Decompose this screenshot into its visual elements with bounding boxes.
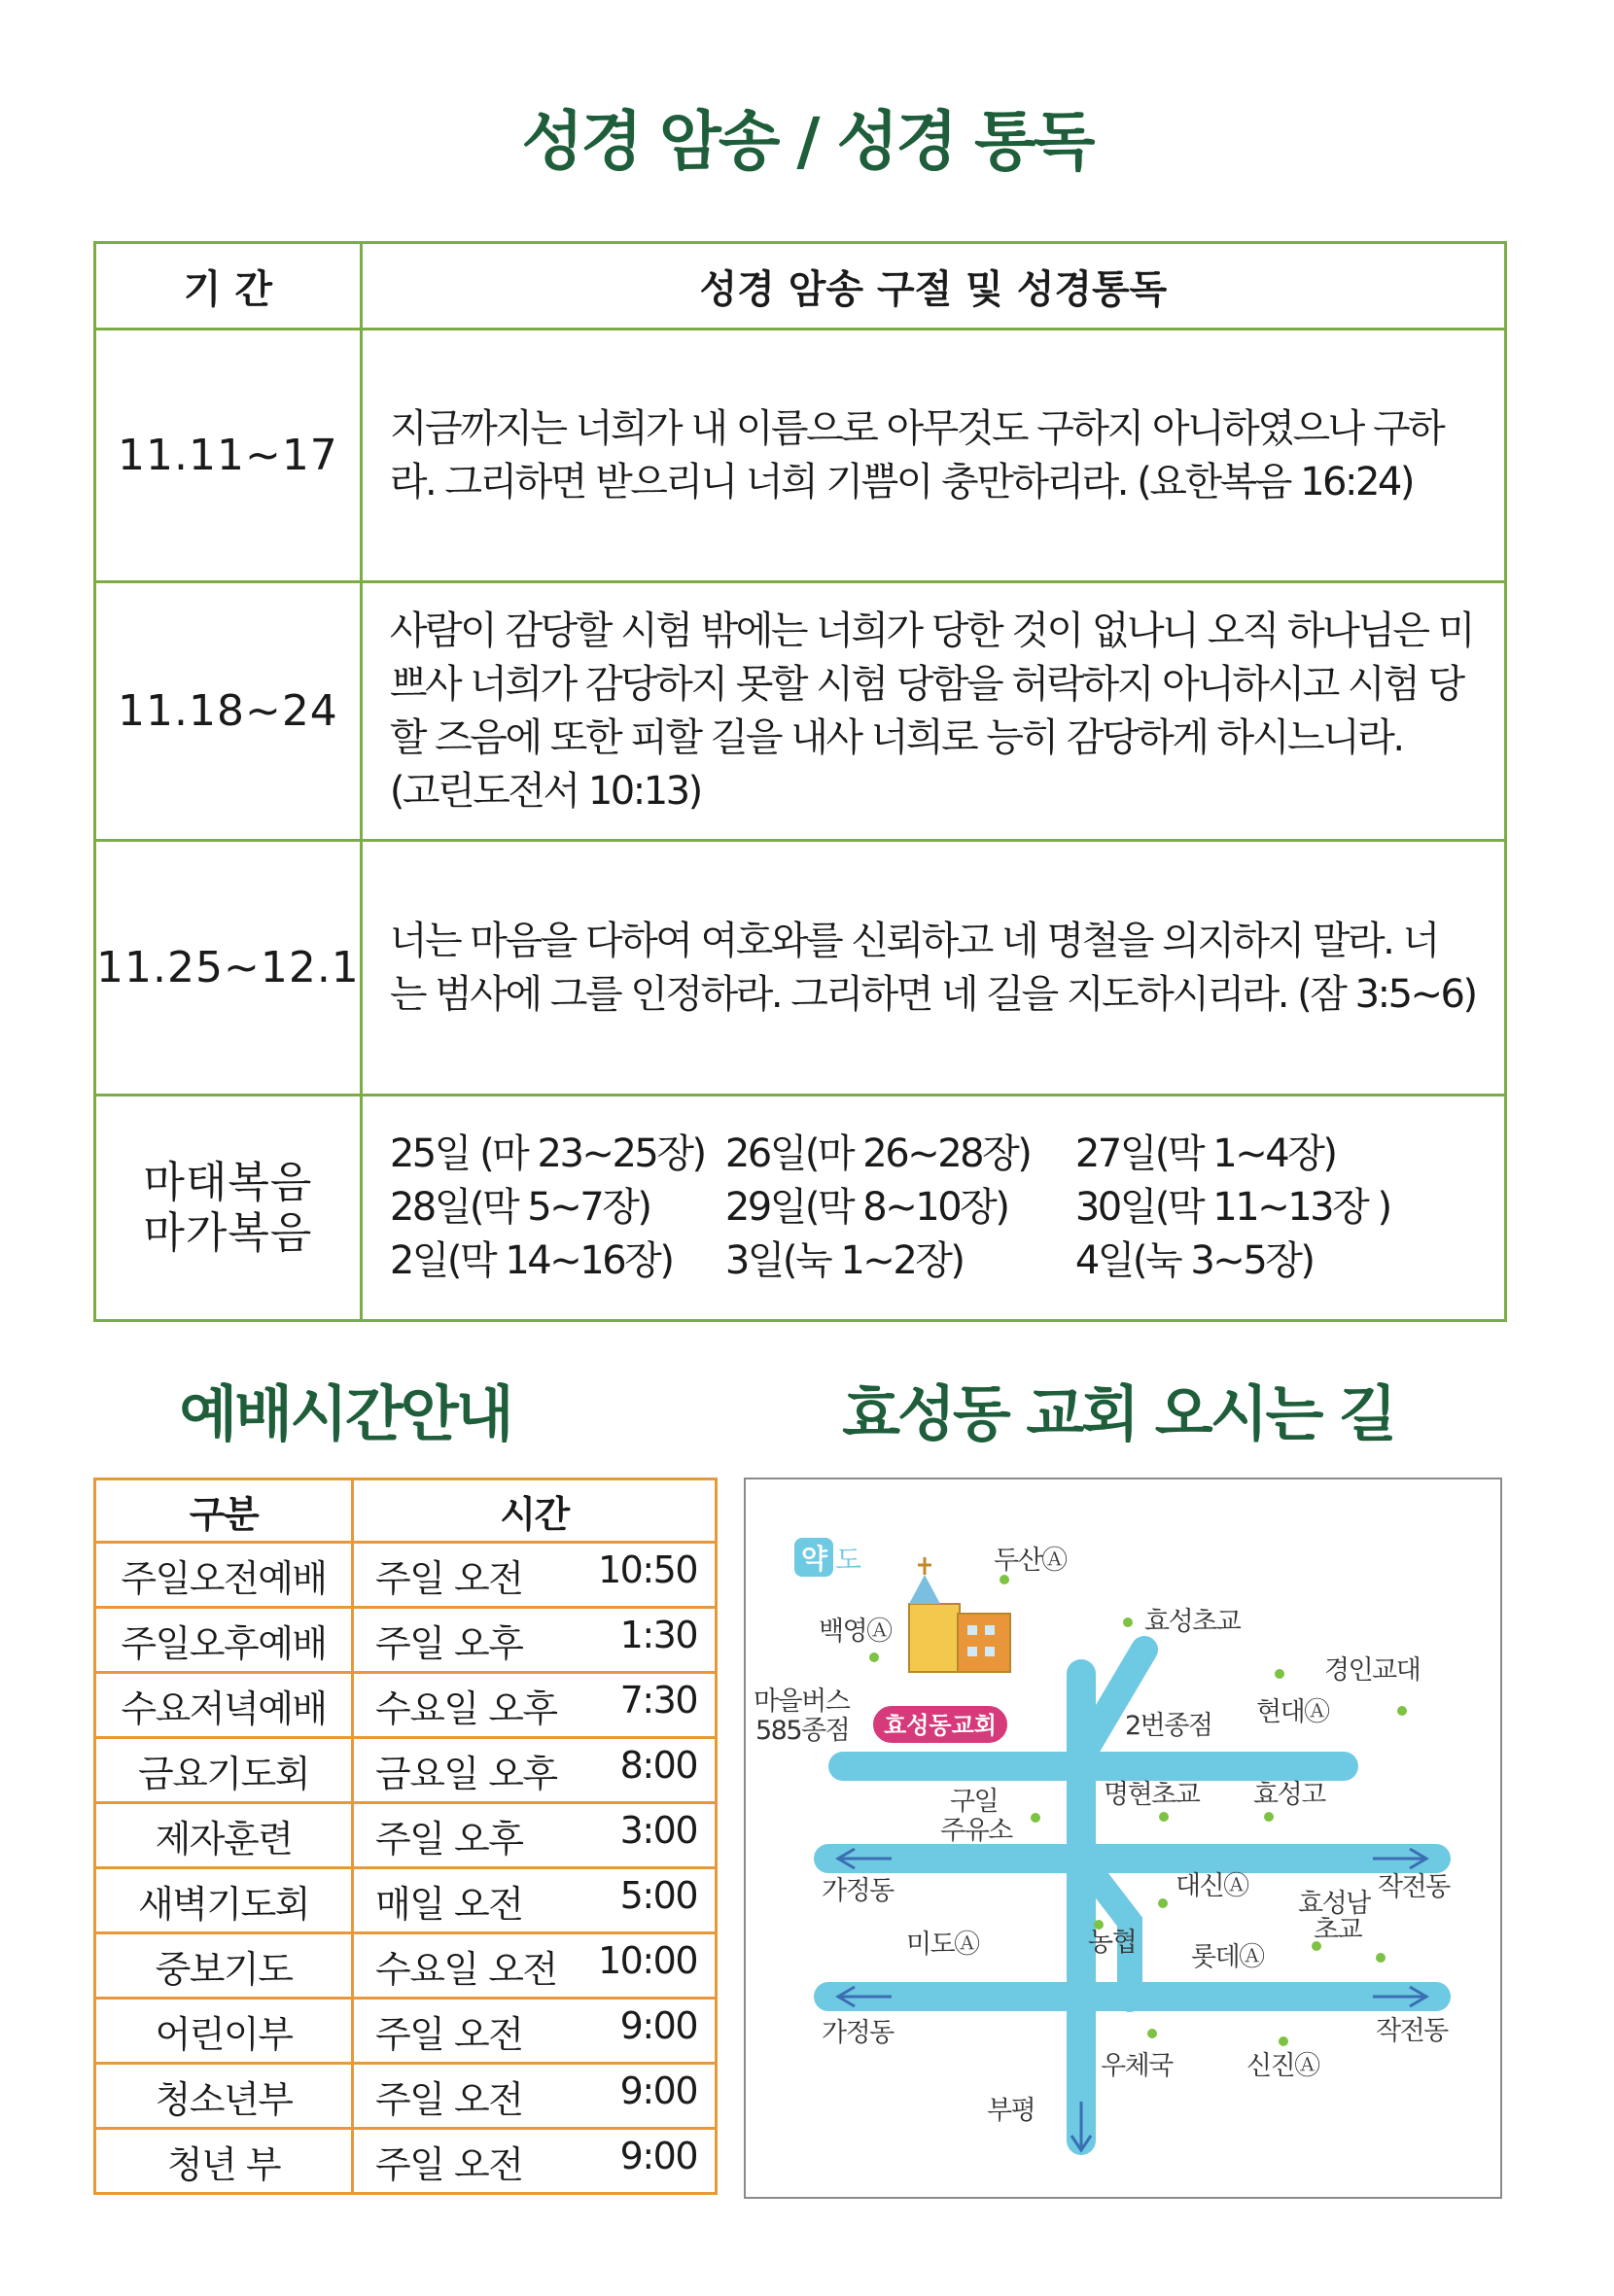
service-time-wrap <box>354 1614 715 1667</box>
map-dot <box>1376 1953 1386 1963</box>
reading-day: 4일(눅 3~5장) <box>1074 1238 1314 1283</box>
logo-char: 약 <box>801 1543 828 1575</box>
service-time: 1:30 <box>619 1613 697 1656</box>
reading-plan-line <box>390 1181 1477 1235</box>
service-time: 10:00 <box>597 1938 697 1982</box>
service-time: 3:00 <box>619 1808 697 1852</box>
reading-day: 28일(막 5~7장) <box>389 1185 650 1230</box>
service-time-wrap <box>354 1939 715 1993</box>
directions-title: 효성동 교회 오시는 길 <box>842 1378 1394 1449</box>
verse-line: 라. 그리하면 받으리니 너희 기쁨이 충만하리라. (요한복음 16:24) <box>389 459 1413 504</box>
verse-cell <box>361 330 1505 582</box>
map-dot <box>1275 1669 1284 1679</box>
reading-day: 29일(막 8~10장) <box>724 1185 1008 1230</box>
page-title: 성경 암송 / 성경 통독 <box>521 104 1093 179</box>
service-time-wrap <box>354 2004 715 2058</box>
service-day: 주일 오후 <box>375 1817 523 1861</box>
book-name: 마가복음 <box>143 1207 313 1258</box>
map-dot <box>1264 1812 1274 1822</box>
reading-day: 27일(막 1~4장) <box>1074 1131 1336 1176</box>
verse-cell <box>361 582 1505 841</box>
service-day: 주일 오전 <box>375 2077 523 2121</box>
service-time-cell <box>353 1868 717 1933</box>
label-hyoseongnam-school: 초교 <box>1314 1915 1362 1945</box>
service-name: 청년 부 <box>95 2129 353 2194</box>
table-row <box>95 2129 717 2194</box>
table-row <box>95 1738 717 1803</box>
label-doosan: 두산Ⓐ <box>994 1546 1067 1576</box>
service-time-cell <box>353 1673 717 1738</box>
church-badge-label: 효성동교회 <box>884 1712 997 1739</box>
table-row <box>95 330 1506 582</box>
verse-line: 사람이 감당할 시험 밖에는 너희가 당한 것이 없나니 오직 하나님은 미 <box>389 608 1473 653</box>
pharmacy-logo <box>794 1538 861 1577</box>
label-hyundai: 현대Ⓐ <box>1256 1697 1329 1727</box>
verse-line: 쁘사 너희가 감당하지 못할 시험 당함을 허락하지 아니하시고 시험 당 <box>389 661 1463 707</box>
period-cell: 11.18~24 <box>95 582 362 841</box>
service-day: 수요일 오전 <box>375 1947 557 1991</box>
label-bupyeong: 부평 <box>987 2096 1035 2126</box>
map-dot <box>1159 1812 1169 1822</box>
directions-map <box>744 1478 1502 2199</box>
label-daesin: 대신Ⓐ <box>1175 1871 1248 1901</box>
service-time-wrap <box>354 2135 715 2188</box>
table-row <box>95 1999 717 2064</box>
period-cell <box>95 1096 362 1321</box>
table-row <box>95 1608 717 1673</box>
verse-table-header <box>95 243 1506 330</box>
service-name: 제자훈련 <box>95 1803 353 1868</box>
map-dot <box>1279 2036 1288 2046</box>
category-header: 구분 <box>95 1479 353 1543</box>
service-day: 매일 오전 <box>375 1882 523 1926</box>
label-gajeong-lower: 가정동 <box>822 2018 894 2048</box>
service-name: 주일오후예배 <box>95 1608 353 1673</box>
verse-line: 할 즈음에 또한 피할 길을 내사 너희로 능히 감당하게 하시느니라. <box>389 714 1403 760</box>
verse-line: (고린도전서 10:13) <box>389 768 701 814</box>
label-myeonghyeon: 명현초교 <box>1104 1780 1200 1810</box>
table-row <box>95 1543 717 1608</box>
verse-line: 너는 마음을 다하여 여호와를 신뢰하고 네 명철을 의지하지 말라. 너 <box>389 918 1438 963</box>
period-header: 기 간 <box>95 243 362 330</box>
table-row <box>95 1868 717 1933</box>
worship-table-header <box>95 1479 717 1543</box>
service-time-cell <box>353 1608 717 1673</box>
service-name: 금요기도회 <box>95 1738 353 1803</box>
service-time: 10:50 <box>597 1548 697 1591</box>
church-badge <box>872 1705 1008 1744</box>
label-gas-station: 구일 <box>950 1787 999 1817</box>
service-time: 7:30 <box>619 1678 697 1722</box>
content-header: 성경 암송 구절 및 성경통독 <box>361 243 1505 330</box>
service-time-wrap <box>354 1744 715 1797</box>
reading-plan-line <box>390 1128 1477 1181</box>
table-row <box>95 1096 1506 1321</box>
service-time-wrap <box>354 1874 715 1928</box>
map-dot <box>1397 1706 1407 1716</box>
period-cell: 11.11~17 <box>95 330 362 582</box>
label-sinjin: 신진Ⓐ <box>1246 2051 1319 2081</box>
reading-day: 26일(마 26~28장) <box>724 1131 1031 1176</box>
verse-line: 지금까지는 너희가 내 이름으로 아무것도 구하지 아니하였으나 구하 <box>389 405 1444 451</box>
verse-line: 는 범사에 그를 인정하라. 그리하면 네 길을 지도하시리라. (잠 3:5~6) <box>389 971 1476 1017</box>
label-village-bus-terminal: 585종점 <box>755 1716 850 1746</box>
service-time: 5:00 <box>619 1873 697 1917</box>
service-name: 새벽기도회 <box>95 1868 353 1933</box>
service-name: 중보기도 <box>95 1933 353 1999</box>
table-row <box>95 582 1506 841</box>
time-header: 시간 <box>353 1479 717 1543</box>
worship-title: 예배시간안내 <box>179 1378 511 1449</box>
service-day: 주일 오후 <box>375 1621 523 1665</box>
table-row <box>95 1803 717 1868</box>
verse-table <box>93 241 1507 1322</box>
service-time: 8:00 <box>619 1743 697 1787</box>
label-jakjeon-upper: 작전동 <box>1378 1872 1450 1902</box>
service-time-cell <box>353 1933 717 1999</box>
reading-day: 2일(막 14~16장) <box>389 1238 673 1283</box>
service-time-cell <box>353 1738 717 1803</box>
label-baekyoung: 백영Ⓐ <box>819 1617 892 1647</box>
service-time: 9:00 <box>619 2134 697 2177</box>
reading-day: 3일(눅 1~2장) <box>724 1238 964 1283</box>
service-time-cell <box>353 1543 717 1608</box>
reading-plan-cell <box>361 1096 1505 1321</box>
period-cell: 11.25~12.1 <box>95 841 362 1096</box>
verse-cell <box>361 841 1505 1096</box>
book-name: 마태복음 <box>143 1157 313 1207</box>
table-row <box>95 2064 717 2129</box>
service-name: 수요저녁예배 <box>95 1673 353 1738</box>
label-gas-station-2: 주유소 <box>940 1816 1012 1846</box>
service-day: 주일 오전 <box>375 1556 523 1600</box>
label-hyoseong-high: 효성고 <box>1253 1780 1325 1810</box>
service-time-cell <box>353 2129 717 2194</box>
label-hyoseongnam: 효성남 <box>1298 1889 1370 1919</box>
map-dot <box>1147 2029 1157 2038</box>
service-time: 9:00 <box>619 2069 697 2112</box>
map-labels <box>754 1546 1451 2126</box>
label-bus2-terminal: 2번종점 <box>1125 1711 1212 1741</box>
worship-table <box>93 1478 718 2195</box>
label-village-bus: 마을버스 <box>754 1687 850 1717</box>
reading-plan-line <box>390 1235 1477 1288</box>
label-jakjeon-lower: 작전동 <box>1376 2016 1448 2046</box>
service-time-wrap <box>354 1679 715 1732</box>
service-day: 금요일 오후 <box>375 1752 557 1795</box>
service-name: 어린이부 <box>95 1999 353 2064</box>
map-dot <box>1031 1813 1040 1823</box>
map-dot <box>1158 1898 1168 1908</box>
service-day: 주일 오전 <box>375 2012 523 2056</box>
service-day: 수요일 오후 <box>375 1687 557 1730</box>
label-hyoseong-elementary: 효성초교 <box>1144 1607 1241 1637</box>
label-gajeong-upper: 가정동 <box>822 1876 894 1906</box>
service-day: 주일 오전 <box>375 2142 523 2186</box>
map-dot <box>869 1652 879 1662</box>
service-time: 9:00 <box>619 2003 697 2047</box>
table-row <box>95 1673 717 1738</box>
service-time-wrap <box>354 1548 715 1602</box>
label-lotte: 롯데Ⓐ <box>1191 1942 1264 1972</box>
logo-suffix: 도 <box>835 1544 862 1576</box>
service-time-wrap <box>354 2070 715 2123</box>
service-time-cell <box>353 1999 717 2064</box>
label-mido: 미도Ⓐ <box>906 1930 979 1960</box>
map-dot <box>1000 1575 1009 1584</box>
service-time-cell <box>353 1803 717 1868</box>
label-post-office: 우체국 <box>1101 2051 1173 2081</box>
service-name: 주일오전예배 <box>95 1543 353 1608</box>
table-row <box>95 841 1506 1096</box>
service-time-cell <box>353 2064 717 2129</box>
label-gyeongin: 경인교대 <box>1324 1655 1421 1686</box>
reading-day: 30일(막 11~13장 ) <box>1074 1185 1390 1230</box>
label-nonghyup: 농협 <box>1088 1928 1137 1958</box>
map-dot <box>1123 1618 1133 1627</box>
service-time-wrap <box>354 1809 715 1862</box>
table-row <box>95 1933 717 1999</box>
reading-day: 25일 (마 23~25장) <box>389 1131 705 1176</box>
service-name: 청소년부 <box>95 2064 353 2129</box>
map-drawing <box>746 1479 1500 2197</box>
